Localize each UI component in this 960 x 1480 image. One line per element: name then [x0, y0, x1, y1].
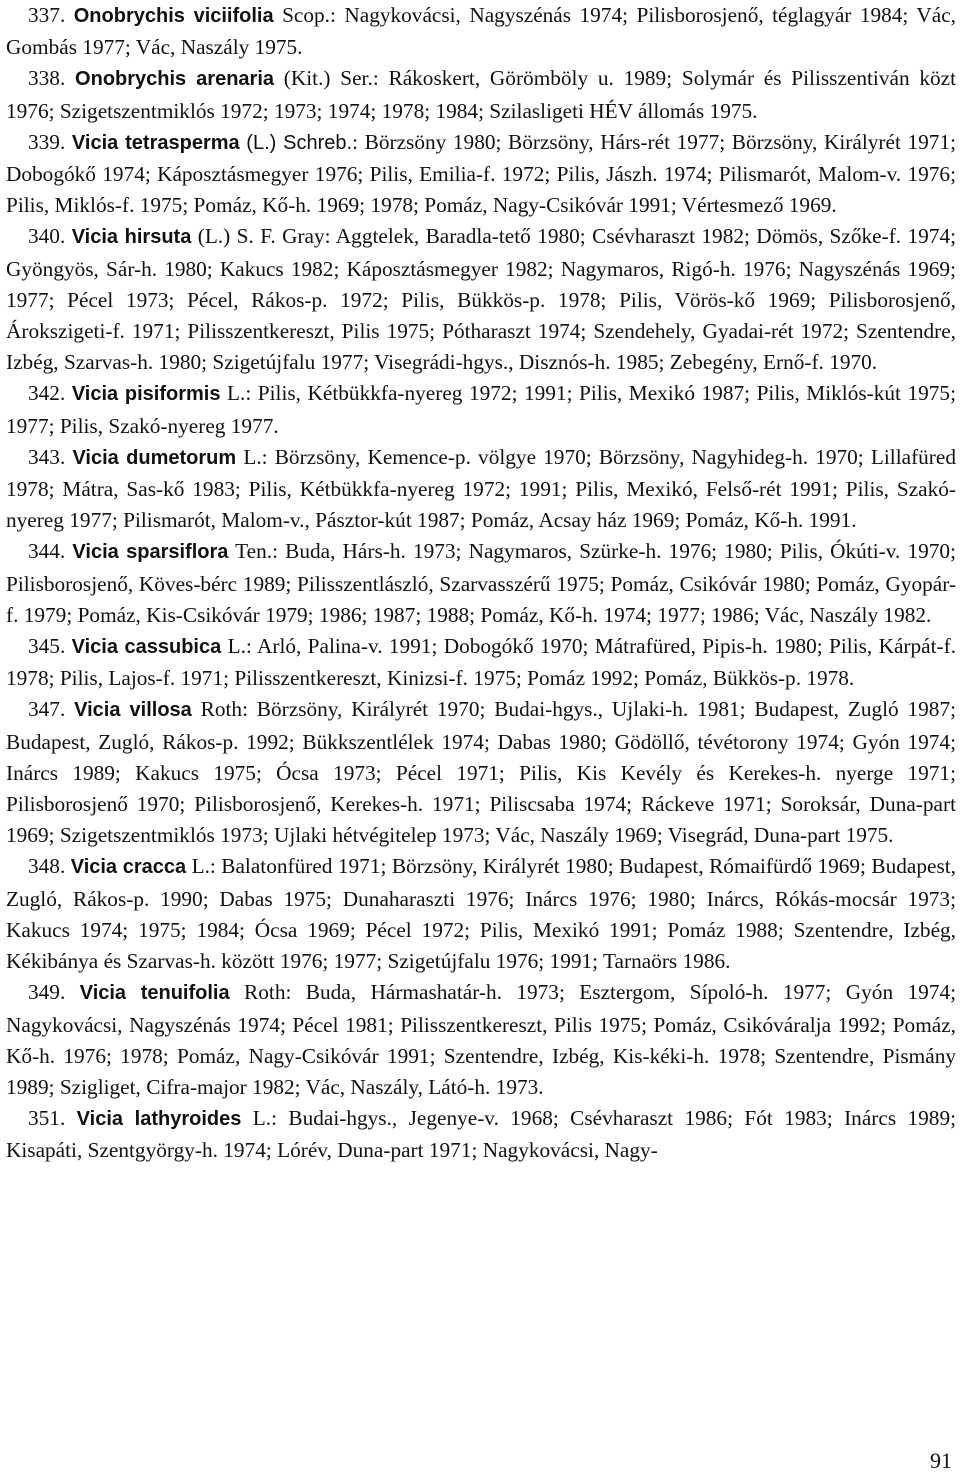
species-name: Vicia cracca [70, 856, 187, 879]
locality-list: : Buda, Hármashatár-h. 1973; Esztergom, Sípoló-h. 1977; Gyón 1974; Nagykovácsi, Nagyszénás 1974; Pécel 1981; Pilisszentkereszt, Pilis 1975; Pomáz, Csikóváralja 1992; Pomáz, Kő-h. 1976; 1978; Pomáz, Nagy-Csikóvár 1991; Szentendre, Izbég, Kis-kéki-h. 1978; Szentendre, Pismány 1989; Szigliget, Cifra-major 1982; Vác, Naszály, Látó-h. 1973. [6, 980, 957, 1099]
entry-number: 347. [28, 697, 66, 722]
species-entry-345 [6, 631, 956, 694]
locality-list: : Pilis, Kétbükkfa-nyereg 1972; 1991; Pilis, Mexikó 1987; Pilis, Miklós-kút 1975; 1977; Pilis, Szakó-nyereg 1977. [6, 381, 956, 438]
locality-list: : Buda, Hárs-h. 1973; Nagymaros, Szürke-h. 1976; 1980; Pilis, Ókúti-v. 1970; Pilisborosjenő, Köves-bérc 1989; Pilisszentlászló, Szarvasszérű 1975; Pomáz, Csikóvár 1980; Pomáz, Gyopár-f. 1979; Pomáz, Kis-Csikóvár 1979; 1986; 1987; 1988; Pomáz, Kő-h. 1974; 1977; 1986; Vác, Naszály 1982. [6, 539, 956, 627]
species-entry-340 [6, 221, 956, 378]
species-name: Vicia dumetorum [72, 446, 237, 469]
species-name: Onobrychis arenaria [75, 68, 275, 91]
species-entry-349 [6, 977, 956, 1103]
species-name: Onobrychis viciifolia [73, 5, 274, 27]
entry-number: 340. [28, 224, 66, 249]
locality-list: : Arló, Palina-v. 1991; Dobogókő 1970; Mátrafüred, Pipis-h. 1980; Pilis, Kárpát-f. 1978; Pilis, Lajos-f. 1971; Pilisszentkereszt, Kinizsi-f. 1975; Pomáz 1992; Pomáz, Bükkös-p. 1978. [6, 634, 957, 691]
locality-list: : Balatonfüred 1971; Börzsöny, Királyrét 1980; Budapest, Rómaifürdő 1969; Budapest, Zugló, Rákos-p. 1990; Dabas 1975; Dunaharaszti 1976; Inárcs 1976; 1980; Inárcs, Rókás-mocsár 1973; Kakucs 1974; 1975; 1984; Ócsa 1969; Pécel 1972; Pilis, Mexikó 1991; Pomáz 1988; Szentendre, Izbég, Kékibánya és Szarvas-h. között 1976; 1977; Szigetújfalu 1976; 1991; Tarnaörs 1986. [6, 854, 956, 974]
locality-list: : Rákoskert, Görömböly u. 1989; Solymár és Pilisszentiván közt 1976; Szigetszentmiklós 1972; 1973; 1974; 1978; 1984; Szilasligeti HÉV állomás 1975. [6, 66, 957, 123]
species-entry-348 [6, 851, 956, 977]
entry-number: 349. [28, 980, 66, 1005]
species-entry-347 [6, 694, 956, 851]
species-author: (L.) S. F. Gray [197, 224, 325, 249]
species-author: Scop. [282, 3, 330, 27]
locality-list: : Börzsöny 1980; Börzsöny, Hárs-rét 1977; Börzsöny, Királyrét 1971; Dobogókő 1974; Káposztásmegyer 1976; Pilis, Emilia-f. 1972; Pilis, Jászh. 1974; Pilismarót, Malom-v. 1976; Pilis, Miklós-f. 1975; Pomáz, Kő-h. 1969; 1978; Pomáz, Nagy-Csikóvár 1991; Vértesmező 1969. [6, 129, 957, 218]
species-name: Vicia tenuifolia [79, 982, 230, 1005]
species-author: L. [227, 381, 246, 406]
entry-number: 337. [28, 3, 66, 27]
species-author: L. [227, 634, 246, 659]
species-entry-343 [6, 442, 956, 537]
species-name: Vicia tetrasperma [71, 131, 240, 154]
species-name: Vicia lathyroides [76, 1108, 242, 1131]
document-page [6, 0, 956, 1167]
species-name: Vicia sparsiflora [72, 541, 229, 564]
entry-number: 344. [28, 539, 66, 564]
species-entry-337 [6, 0, 956, 63]
entry-number: 348. [28, 854, 66, 879]
species-author: L. [191, 854, 210, 879]
species-entry-342 [6, 378, 956, 441]
locality-list: : Aggtelek, Baradla-tető 1980; Csévharaszt 1982; Dömös, Szőke-f. 1974; Gyöngyös, Sár-h. 1980; Kakucs 1982; Káposztásmegyer 1982; Nagymaros, Rigó-h. 1976; Nagyszénás 1969; 1977; Pécel 1973; Pécel, Rákos-p. 1972; Pilis, Bükkös-p. 1978; Pilis, Vörös-kő 1969; Pilisborosjenő, Árokszigeti-f. 1971; Pilisszentkereszt, Pilis 1975; Pótharaszt 1974; Szendehely, Gyadai-rét 1972; Szentendre, Izbég, Szarvas-h. 1980; Szigetújfalu 1977; Visegrádi-hgys., Disznós-h. 1985; Zebegény, Ernő-f. 1970. [6, 224, 957, 375]
locality-list: : Börzsöny, Királyrét 1970; Budai-hgys., Ujlaki-h. 1981; Budapest, Zugló 1987; Budapest, Zugló, Rákos-p. 1992; Bükkszentlélek 1974; Dabas 1980; Gödöllő, tévétorony 1974; Gyón 1974; Inárcs 1989; Kakucs 1975; Ócsa 1973; Pécel 1971; Pilis, Kis Kevély és Kerekes-h. nyerge 1971; Pilisborosjenő 1970; Pilisborosjenő, Kerekes-h. 1971; Piliscsaba 1974; Ráckeve 1971; Soroksár, Duna-part 1969; Szigetszentmiklós 1973; Ujlaki hétvégitelep 1973; Vác, Naszály 1969; Visegrád, Duna-part 1975. [6, 697, 957, 848]
species-name: Vicia hirsuta [71, 226, 192, 249]
species-entry-338 [6, 63, 956, 126]
entry-number: 343. [28, 444, 66, 469]
species-name: Vicia pisiformis [71, 383, 221, 406]
page-number: 91 [930, 1448, 952, 1473]
locality-list: : Nagykovácsi, Nagyszénás 1974; Pilisborosjenő, téglagyár 1984; Vác, Gombás 1977; Vác, Naszály 1975. [6, 3, 957, 60]
entry-number: 351. [28, 1106, 66, 1131]
species-entry-339 [6, 127, 956, 222]
entry-number: 345. [28, 634, 66, 659]
species-author: Roth [244, 980, 286, 1005]
locality-list: : Budai-hgys., Jegenye-v. 1968; Csévharaszt 1986; Fót 1983; Inárcs 1989; Kisapáti, Szentgyörgy-h. 1974; Lórév, Duna-part 1971; Nagykovácsi, Nagy- [6, 1106, 957, 1163]
locality-list: : Börzsöny, Kemence-p. völgye 1970; Börzsöny, Nagyhideg-h. 1970; Lillafüred 1978; Mátra, Sas-kő 1983; Pilis, Kétbükkfa-nyereg 1972; 1991; Pilis, Mexikó, Felső-rét 1991; Pilis, Szakó-nyereg 1977; Pilismarót, Malom-v., Pásztor-kút 1987; Pomáz, Acsay ház 1969; Pomáz, Kő-h. 1991. [6, 444, 956, 533]
species-author: Roth [200, 697, 243, 722]
species-name: Vicia cassubica [71, 636, 222, 659]
species-author: L. [252, 1106, 272, 1131]
species-author: Ten. [235, 539, 273, 564]
species-name: Vicia villosa [74, 699, 192, 722]
species-author: (L.) Schreb. [246, 131, 353, 154]
species-entry-351 [6, 1103, 956, 1166]
species-entry-344 [6, 536, 956, 631]
entry-number: 342. [28, 381, 66, 406]
entry-number: 338. [28, 66, 66, 91]
species-author: (Kit.) Ser. [283, 66, 373, 91]
species-author: L. [243, 444, 262, 469]
entry-number: 339. [28, 129, 66, 154]
